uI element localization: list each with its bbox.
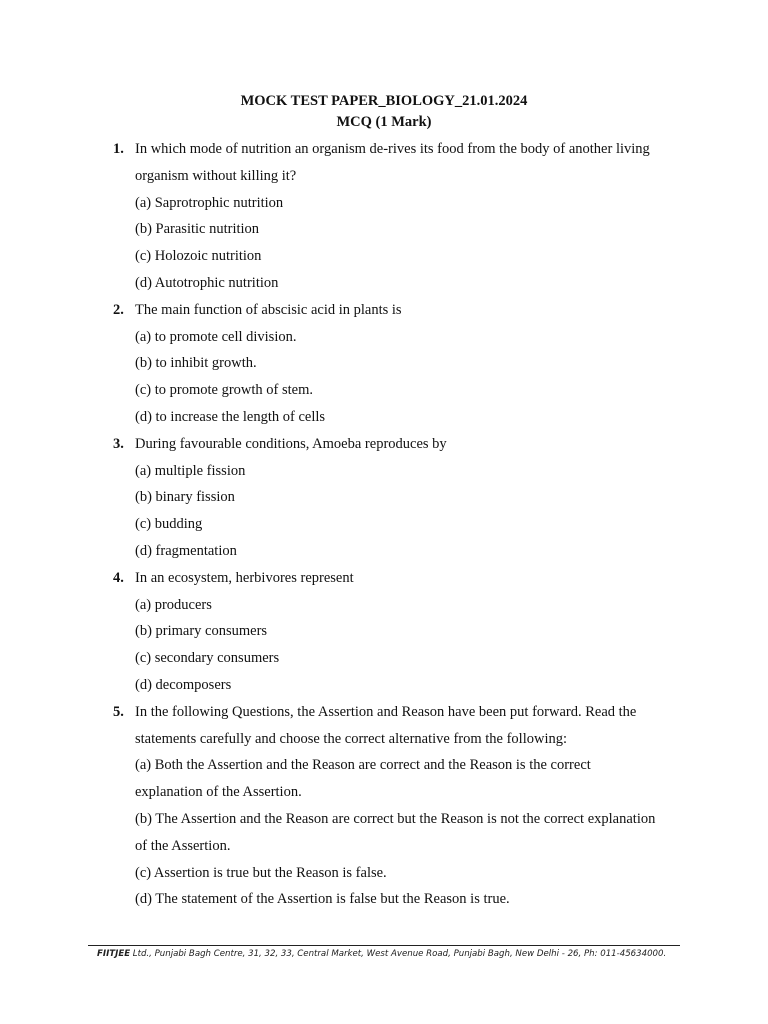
question-line xyxy=(0,542,768,569)
option-text: (d) decomposers xyxy=(135,676,232,693)
option-text: (a) producers xyxy=(135,596,212,613)
question-list xyxy=(0,140,768,917)
question-line xyxy=(0,381,768,408)
question-number: 3. xyxy=(113,435,124,452)
question-number: 4. xyxy=(113,569,124,586)
question-line xyxy=(0,194,768,221)
option-text: (c) Assertion is true but the Reason is false. xyxy=(135,864,387,881)
option-text: (d) to increase the length of cells xyxy=(135,408,326,425)
option-text: (c) budding xyxy=(135,516,203,533)
question-line xyxy=(0,676,768,703)
question-line xyxy=(0,220,768,247)
question-line xyxy=(0,890,768,917)
option-text: (b) to inhibit growth. xyxy=(135,355,257,372)
question-stem-line xyxy=(0,435,768,462)
option-text: (d) fragmentation xyxy=(135,542,237,559)
question-line xyxy=(0,354,768,381)
question-line xyxy=(0,462,768,489)
option-text: (b) binary fission xyxy=(135,489,235,506)
question-2 xyxy=(0,301,768,435)
option-text: (a) multiple fission xyxy=(135,462,246,479)
question-1 xyxy=(0,140,768,301)
question-line xyxy=(0,167,768,194)
question-4 xyxy=(0,569,768,703)
option-text: (c) to promote growth of stem. xyxy=(135,382,313,399)
question-stem-line xyxy=(0,569,768,596)
question-text: In the following Questions, the Assertion and Reason have been put forward. Read the xyxy=(135,703,637,720)
option-text: (b) The Assertion and the Reason are correct but the Reason is not the correct explanation xyxy=(135,810,656,827)
footer-brand: FIITJEE xyxy=(97,949,131,959)
question-line xyxy=(0,515,768,542)
option-text: (c) secondary consumers xyxy=(135,650,280,667)
question-text: explanation of the Assertion. xyxy=(135,784,302,801)
question-line xyxy=(0,837,768,864)
question-text: of the Assertion. xyxy=(135,837,231,854)
question-line xyxy=(0,596,768,623)
question-text: During favourable conditions, Amoeba reproduces by xyxy=(135,435,447,452)
question-line xyxy=(0,622,768,649)
question-line xyxy=(0,783,768,810)
question-line xyxy=(0,756,768,783)
question-text: In which mode of nutrition an organism de-rives its food from the body of another living xyxy=(135,141,650,157)
question-line xyxy=(0,274,768,301)
section-heading: MCQ (1 Mark) xyxy=(336,114,432,130)
option-text: (d) The statement of the Assertion is false but the Reason is true. xyxy=(135,891,510,908)
question-stem-line xyxy=(0,301,768,328)
option-text: (b) Parasitic nutrition xyxy=(135,221,260,238)
question-line xyxy=(0,864,768,891)
question-line xyxy=(0,649,768,676)
option-text: (a) to promote cell division. xyxy=(135,328,297,345)
question-number: 5. xyxy=(113,703,124,720)
question-line xyxy=(0,488,768,515)
question-line xyxy=(0,328,768,355)
footer xyxy=(97,949,666,959)
page-title: MOCK TEST PAPER_BIOLOGY_21.01.2024 xyxy=(240,93,528,109)
footer-address: Ltd., Punjabi Bagh Centre, 31, 32, 33, Central Market, West Avenue Road, Punjabi Bagh, New Delhi - 26, Ph: 011-45634000. xyxy=(130,949,667,959)
question-stem-line xyxy=(0,140,768,167)
question-3 xyxy=(0,435,768,569)
question-line xyxy=(0,810,768,837)
option-text: (c) Holozoic nutrition xyxy=(135,248,262,265)
question-text: The main function of abscisic acid in plants is xyxy=(135,301,402,318)
question-stem-line xyxy=(0,703,768,730)
footer-divider xyxy=(88,945,680,946)
question-text: organism without killing it? xyxy=(135,167,297,184)
option-text: (d) Autotrophic nutrition xyxy=(135,274,279,291)
question-5 xyxy=(0,703,768,917)
option-text: (a) Saprotrophic nutrition xyxy=(135,194,284,211)
question-number: 2. xyxy=(113,301,124,318)
option-text: (b) primary consumers xyxy=(135,623,268,640)
question-line xyxy=(0,408,768,435)
question-text: In an ecosystem, herbivores represent xyxy=(135,569,354,586)
question-text: statements carefully and choose the correct alternative from the following: xyxy=(135,730,568,747)
question-number: 1. xyxy=(113,141,124,157)
option-text: (a) Both the Assertion and the Reason are correct and the Reason is the correct xyxy=(135,757,591,774)
question-line xyxy=(0,247,768,274)
question-line xyxy=(0,730,768,757)
